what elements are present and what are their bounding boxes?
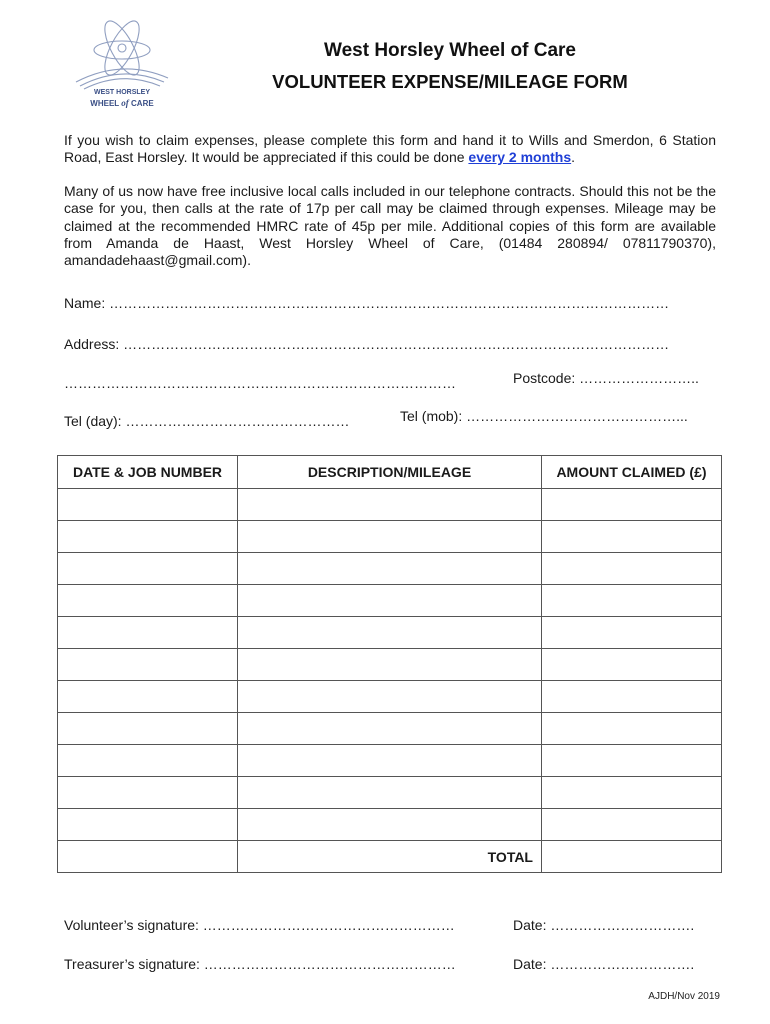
table-row bbox=[58, 585, 722, 617]
total-label: TOTAL bbox=[238, 841, 542, 873]
expense-table bbox=[57, 455, 722, 873]
amount-header: AMOUNT CLAIMED (£) bbox=[542, 456, 722, 489]
amount-cell[interactable] bbox=[542, 713, 722, 745]
description-cell[interactable] bbox=[238, 713, 542, 745]
postcode-field[interactable]: Postcode: …………………….. bbox=[513, 370, 699, 386]
treasurer-date-field[interactable]: Date: …………………………. bbox=[513, 956, 695, 972]
description-cell[interactable] bbox=[238, 617, 542, 649]
date-cell[interactable] bbox=[58, 745, 238, 777]
instructions-text: If you wish to claim expenses, please complete this form and hand it to Wills and Smerdon, 6 Station Road, East Horsley. It would be appreciated if this could be done bbox=[64, 132, 716, 166]
date-cell[interactable] bbox=[58, 617, 238, 649]
total-row bbox=[58, 841, 722, 873]
logo-text-line1: WEST HORSLEY bbox=[93, 89, 151, 96]
amount-cell[interactable] bbox=[542, 649, 722, 681]
table-row bbox=[58, 489, 722, 521]
date-cell[interactable] bbox=[58, 777, 238, 809]
treasurer-signature-field[interactable]: Treasurer’s signature: ……………………………………………… bbox=[64, 956, 456, 972]
volunteer-date-field[interactable]: Date: …………………………. bbox=[513, 917, 695, 933]
date-cell[interactable] bbox=[58, 585, 238, 617]
description-cell[interactable] bbox=[238, 809, 542, 841]
date-cell[interactable] bbox=[58, 521, 238, 553]
amount-cell[interactable] bbox=[542, 521, 722, 553]
date-job-header: DATE & JOB NUMBER bbox=[58, 456, 238, 489]
tel-mob-field[interactable]: Tel (mob): ………………………………………... bbox=[400, 408, 688, 424]
form-title: VOLUNTEER EXPENSE/MILEAGE FORM bbox=[272, 71, 628, 92]
table-row bbox=[58, 681, 722, 713]
amount-cell[interactable] bbox=[542, 489, 722, 521]
description-header: DESCRIPTION/MILEAGE bbox=[238, 456, 542, 489]
logo-text-line2: WHEEL of CARE bbox=[90, 98, 154, 108]
amount-cell[interactable] bbox=[542, 553, 722, 585]
document-reference: AJDH/Nov 2019 bbox=[648, 991, 720, 1002]
table-row bbox=[58, 809, 722, 841]
amount-cell[interactable] bbox=[542, 617, 722, 649]
description-cell[interactable] bbox=[238, 649, 542, 681]
amount-cell[interactable] bbox=[542, 777, 722, 809]
amount-cell[interactable] bbox=[542, 745, 722, 777]
table-row bbox=[58, 713, 722, 745]
amount-cell[interactable] bbox=[542, 681, 722, 713]
date-cell[interactable] bbox=[58, 681, 238, 713]
total-blank-cell bbox=[58, 841, 238, 873]
address-line2-field[interactable]: ………………………………………………………………………… bbox=[64, 375, 456, 391]
date-cell[interactable] bbox=[58, 553, 238, 585]
telephone-mileage-paragraph: Many of us now have free inclusive local calls included in our telephone contracts. Should this not be the case for you, then calls at the rate of 17p per call may be claimed through expenses. Mileage may be claimed at the recommended HMRC rate of 45p per mile. Additional copies of this form are available from Amanda de Haast, West Horsley Wheel of Care, (01484 280894/ 07811790370), amandadehaast@gmail.com). bbox=[64, 183, 716, 269]
tel-day-field[interactable]: Tel (day): ………………………………………… bbox=[64, 413, 350, 429]
description-cell[interactable] bbox=[238, 745, 542, 777]
date-cell[interactable] bbox=[58, 713, 238, 745]
description-cell[interactable] bbox=[238, 585, 542, 617]
wheel-of-care-logo bbox=[62, 18, 182, 110]
description-cell[interactable] bbox=[238, 777, 542, 809]
total-amount-cell[interactable] bbox=[542, 841, 722, 873]
amount-cell[interactable] bbox=[542, 809, 722, 841]
table-row bbox=[58, 777, 722, 809]
table-row bbox=[58, 617, 722, 649]
name-field[interactable]: Name: ………………………………………………………………………………………………………… bbox=[64, 295, 670, 311]
table-row bbox=[58, 521, 722, 553]
instructions-paragraph bbox=[64, 132, 716, 167]
table-header-row bbox=[58, 456, 722, 489]
date-cell[interactable] bbox=[58, 809, 238, 841]
date-cell[interactable] bbox=[58, 489, 238, 521]
sentence-end: . bbox=[571, 149, 576, 166]
frequency-link[interactable]: every 2 months bbox=[468, 149, 572, 166]
amount-cell[interactable] bbox=[542, 585, 722, 617]
table-row bbox=[58, 553, 722, 585]
table-row bbox=[58, 649, 722, 681]
table-row bbox=[58, 745, 722, 777]
description-cell[interactable] bbox=[238, 681, 542, 713]
description-cell[interactable] bbox=[238, 521, 542, 553]
description-cell[interactable] bbox=[238, 553, 542, 585]
description-cell[interactable] bbox=[238, 489, 542, 521]
date-cell[interactable] bbox=[58, 649, 238, 681]
volunteer-signature-field[interactable]: Volunteer’s signature: ……………………………………………… bbox=[64, 917, 455, 933]
organization-title: West Horsley Wheel of Care bbox=[323, 40, 576, 61]
address-field[interactable]: Address: ……………………………………………………………………………………………………… bbox=[64, 336, 670, 352]
